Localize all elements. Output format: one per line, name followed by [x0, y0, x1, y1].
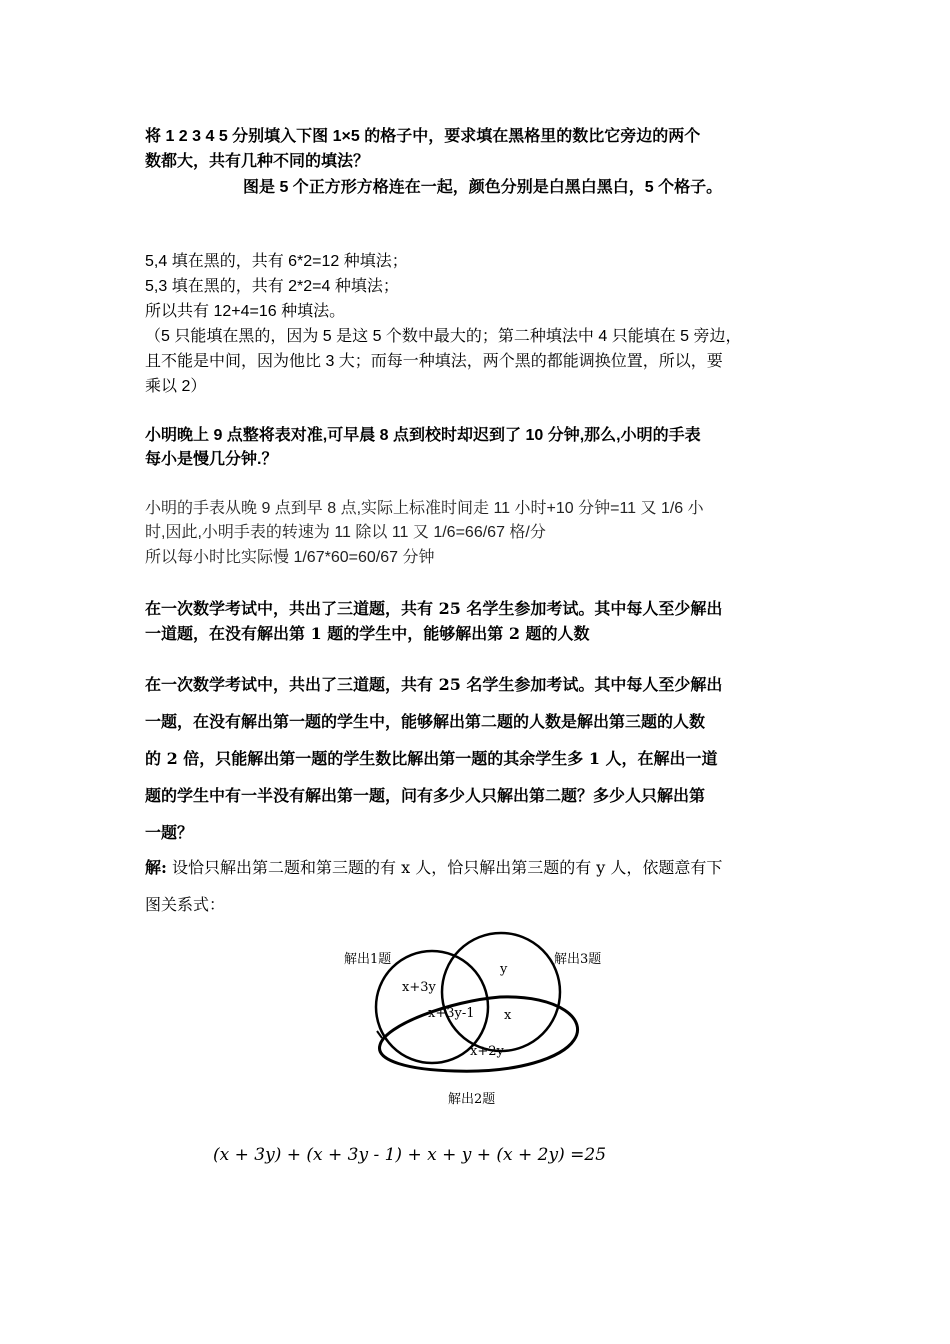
answer1-line5: 且不能是中间，因为他比 3 大；而每一种填法，两个黑的都能调换位置，所以，要: [145, 353, 723, 370]
question4-line2: 一题，在没有解出第一题的学生中，能够解出第二题的人数是解出第三题的人数: [145, 712, 706, 731]
label-question3: 解出3题: [554, 952, 602, 967]
answer1-line4: （5 只能填在黑的，因为 5 是这 5 个数中最大的；第二种填法中 4 只能填在 5 旁边，: [145, 328, 742, 345]
question2-line1: 小明晚上 9 点整将表对准,可早晨 8 点到校时却迟到了 10 分钟,那么,小明的手表: [145, 427, 701, 444]
question1-line3: 图是 5 个正方形方格连在一起，颜色分别是白黑白黑白，5 个格子。: [243, 179, 723, 196]
question4-line3: 的 2 倍，只能解出第一题的学生数比解出第一题的其余学生多 1 人，在解出一道: [145, 749, 718, 768]
answer4-line2: 图关系式：: [145, 895, 226, 914]
answer4-text: 设恰只解出第二题和第三题的有 x 人，恰只解出第三题的有 y 人，依题意有下: [172, 858, 723, 877]
question1-line1: 将 1 2 3 4 5 分别填入下图 1×5 的格子中，要求填在黑格里的数比它旁边的两个: [145, 128, 701, 145]
venn-diagram: [330, 925, 602, 1115]
answer1-line1: 5,4 填在黑的，共有 6*2=12 种填法；: [145, 253, 408, 270]
question4-line4: 题的学生中有一半没有解出第一题，问有多少人只解出第二题？多少人只解出第: [145, 786, 706, 805]
question4-line1: 在一次数学考试中，共出了三道题，共有 25 名学生参加考试。其中每人至少解出: [145, 675, 723, 694]
question3-line2: 一道题，在没有解出第 1 题的学生中，能够解出第 2 题的人数: [145, 624, 590, 643]
answer2-line3: 所以每小时比实际慢 1/67*60=60/67 分钟: [145, 549, 435, 566]
answer1-line6: 乘以 2）: [145, 378, 207, 395]
question4-line5: 一题？: [145, 823, 194, 842]
answer1-line3: 所以共有 12+4=16 种填法。: [145, 303, 346, 320]
question1-line2: 数都大，共有几种不同的填法？: [145, 153, 370, 170]
region-q2-q3: x: [504, 1008, 512, 1023]
region-q3-only: y: [500, 962, 508, 977]
equation: (x + 3y) + (x + 3y - 1) + x + y + (x + 2y) =25: [213, 1145, 607, 1165]
solution-label: 解:: [145, 858, 167, 877]
region-q2-only: x+2y: [470, 1044, 504, 1059]
region-q1-q2: x+3y-1: [428, 1006, 475, 1021]
question3-line1: 在一次数学考试中，共出了三道题，共有 25 名学生参加考试。其中每人至少解出: [145, 599, 723, 618]
ellipse-question2: [380, 997, 578, 1071]
region-q1-only: x+3y: [402, 980, 436, 995]
circle-question3: [442, 933, 560, 1051]
answer1-line2: 5,3 填在黑的，共有 2*2=4 种填法；: [145, 278, 399, 295]
label-question2: 解出2题: [448, 1092, 496, 1107]
answer2-line2: 时,因此,小明手表的转速为 11 除以 11 又 1/6=66/67 格/分: [145, 524, 546, 541]
answer4-line1: [145, 856, 722, 880]
label-question1: 解出1题: [344, 952, 392, 967]
answer2-line1: 小明的手表从晚 9 点到早 8 点,实际上标准时间走 11 小时+10 分钟=11 又 1/6 小: [145, 500, 704, 517]
question2-line2: 每小是慢几分钟.？: [145, 451, 278, 468]
